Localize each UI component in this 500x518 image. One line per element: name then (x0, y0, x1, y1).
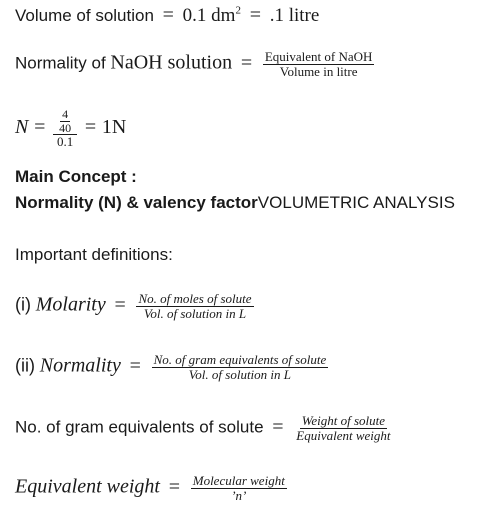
fraction-denominator: Vol. of solution in L (188, 366, 292, 382)
normality-label: Normality of (15, 53, 106, 73)
n-symbol: N (15, 115, 29, 138)
definition-index: (i) (15, 294, 31, 315)
normality-def-fraction (152, 353, 329, 381)
normality-term: Normality (39, 354, 121, 377)
fraction-numerator: No. of gram equivalents of solute (153, 352, 327, 367)
inner-numerator: 4 (62, 107, 69, 121)
normality-definition (15, 353, 330, 381)
fraction-numerator: Molecular weight (192, 473, 285, 488)
equals-sign: = (240, 51, 253, 74)
fraction-numerator: Weight of solute (301, 413, 386, 428)
normality-fraction (263, 50, 375, 78)
equals-sign: = (129, 354, 141, 377)
equivalent-weight-definition (15, 474, 289, 502)
inner-denominator: 40 (59, 120, 72, 135)
n-calculation (15, 108, 126, 149)
fraction-numerator: Equivalent of NaOH (264, 49, 373, 64)
fraction-denominator: Volume in litre (279, 63, 358, 79)
n-result: 1N (101, 115, 127, 138)
equivalent-weight-term: Equivalent weight (15, 475, 160, 498)
main-concept-heading: Main Concept : (15, 167, 137, 186)
fraction-denominator: Vol. of solution in L (143, 305, 247, 321)
naoh-solution-text: NaOH solution (110, 51, 233, 74)
definition-index: (ii) (15, 355, 35, 376)
equals-sign: = (84, 115, 97, 138)
equals-sign: = (162, 4, 174, 26)
fraction-denominator: ’n’ (231, 487, 247, 503)
concept-category: VOLUMETRIC ANALYSIS (257, 193, 455, 212)
concept-topic: Normality (N) & valency factor (15, 193, 258, 212)
equals-sign: = (168, 475, 180, 498)
main-concept-topic-line (15, 193, 455, 213)
compound-denominator: 0.1 (56, 134, 74, 150)
molarity-term: Molarity (35, 293, 106, 316)
compound-fraction (53, 108, 77, 149)
equivalent-weight-fraction (191, 474, 287, 502)
volume-value-dm: 0.1 $dm^2$ (182, 4, 241, 26)
equals-sign: = (249, 4, 261, 26)
volume-value-litre: .1 litre (269, 5, 320, 26)
fraction-numerator: No. of moles of solute (138, 291, 252, 306)
compound-numerator (53, 108, 77, 135)
equals-sign: = (34, 115, 46, 138)
gram-equivalents-fraction (294, 414, 392, 442)
molarity-fraction (136, 292, 253, 320)
fraction-denominator: Equivalent weight (296, 427, 391, 443)
volume-label: Volume of solution (15, 6, 154, 25)
equals-sign: = (272, 415, 284, 438)
equals-sign: = (114, 293, 126, 316)
normality-naoh-line (15, 50, 376, 78)
volume-line (15, 4, 319, 27)
gram-equivalents-definition (15, 414, 395, 442)
inner-fraction (57, 108, 73, 134)
definitions-heading: Important definitions: (15, 245, 173, 264)
gram-equivalents-label: No. of gram equivalents of solute (15, 417, 264, 437)
molarity-definition (15, 292, 256, 320)
